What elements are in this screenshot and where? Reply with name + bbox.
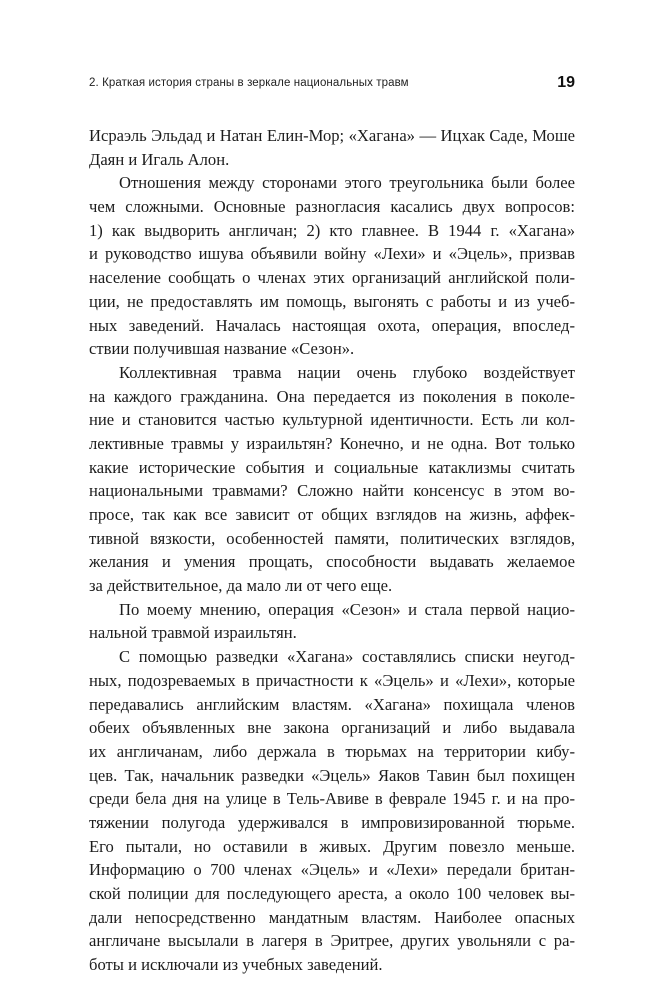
text-line: Коллективная травма нации очень глубоко воздействует <box>119 362 575 382</box>
page-header <box>89 74 575 96</box>
text-line: дали непосредственно мандатным властям. Наиболее опасных <box>89 907 575 927</box>
running-head: 2. Краткая история страны в зеркале национальных травм <box>89 77 409 89</box>
text-line: и руководство ишува объявили войну «Лехи» и «Эцель», призвав <box>89 244 575 264</box>
text-line: ской полиции для последующего ареста, а около 100 человек вы- <box>89 884 575 903</box>
paragraph <box>89 645 575 977</box>
text-line: обеих объявленных вне закона организаций и либо выдавала <box>89 718 575 738</box>
text-line: желания и умения прощать, способности выдавать желаемое <box>89 552 575 572</box>
paragraph <box>89 361 575 598</box>
paragraph <box>89 598 575 645</box>
text-line: Его пытали, но оставили в живых. Другим повезло меньше. <box>89 836 575 856</box>
text-line: Исраэль Эльдад и Натан Елин-Мор; «Хагана» — Ицхак Саде, Моше <box>89 126 575 145</box>
text-line: С помощью разведки «Хагана» составлялись списки неугод- <box>119 647 575 667</box>
text-line: нальной травмой израильтян. <box>89 623 297 643</box>
text-line: какие исторические события и социальные катаклизмы считать <box>89 457 575 477</box>
text-line: лективные травмы у израильтян? Конечно, и не одна. Вот только <box>89 433 575 453</box>
text-line: национальными травмами? Сложно найти консенсус в этом во- <box>89 481 575 501</box>
text-line: передавались английским властям. «Хагана» похищала членов <box>89 694 575 714</box>
text-line: просе, так как все зависит от общих взглядов на жизнь, аффек- <box>89 505 575 524</box>
text-line: ных, подозреваемых в причастности к «Эцель» и «Лехи», которые <box>89 670 575 690</box>
text-line: 1) как выдворить англичан; 2) кто главнее. В 1944 г. «Хагана» <box>89 220 575 240</box>
text-line: англичане высылали в лагеря в Эритрее, других увольняли с ра- <box>89 931 575 951</box>
text-line: на каждого гражданина. Она передается из поколения в поколе- <box>89 386 575 406</box>
text-line: ных заведений. Началась настоящая охота, операция, впослед- <box>89 315 575 335</box>
text-line: чем сложными. Основные разногласия касались двух вопросов: <box>89 197 575 217</box>
text-line: их англичанам, либо держала в тюрьмах на территории кибу- <box>89 741 575 761</box>
page-number: 19 <box>557 74 575 91</box>
text-line: тивной вязкости, особенностей памяти, политических взглядов, <box>89 528 575 548</box>
text-line: тяжении полугода удерживался в импровизированной тюрьме. <box>89 812 575 832</box>
paragraph <box>89 171 575 361</box>
text-line: Даян и Игаль Алон. <box>89 149 230 169</box>
text-line: за действительное, да мало ли от чего еще. <box>89 576 393 596</box>
text-line: Информацию о 700 членах «Эцель» и «Лехи» передали британ- <box>89 860 575 880</box>
text-line: ствии получившая название «Сезон». <box>89 339 355 359</box>
text-line: цев. Так, начальник разведки «Эцель» Яаков Тавин был похищен <box>89 765 575 785</box>
body-text <box>89 124 575 977</box>
text-line: ции, не предоставлять им помощь, выгонять с работы и из учеб- <box>89 291 575 311</box>
text-line: ние и становится частью культурной идентичности. Есть ли кол- <box>89 410 575 430</box>
text-line: среди бела дня на улице в Тель-Авиве в феврале 1945 г. и на про- <box>89 789 575 809</box>
text-line: население сообщать о членах этих организаций английской поли- <box>89 268 575 288</box>
text-line: По моему мнению, операция «Сезон» и стала первой нацио- <box>119 599 575 619</box>
text-line: Отношения между сторонами этого треугольника были более <box>119 173 575 193</box>
paragraph <box>89 124 575 171</box>
text-line: боты и исключали из учебных заведений. <box>89 955 383 975</box>
